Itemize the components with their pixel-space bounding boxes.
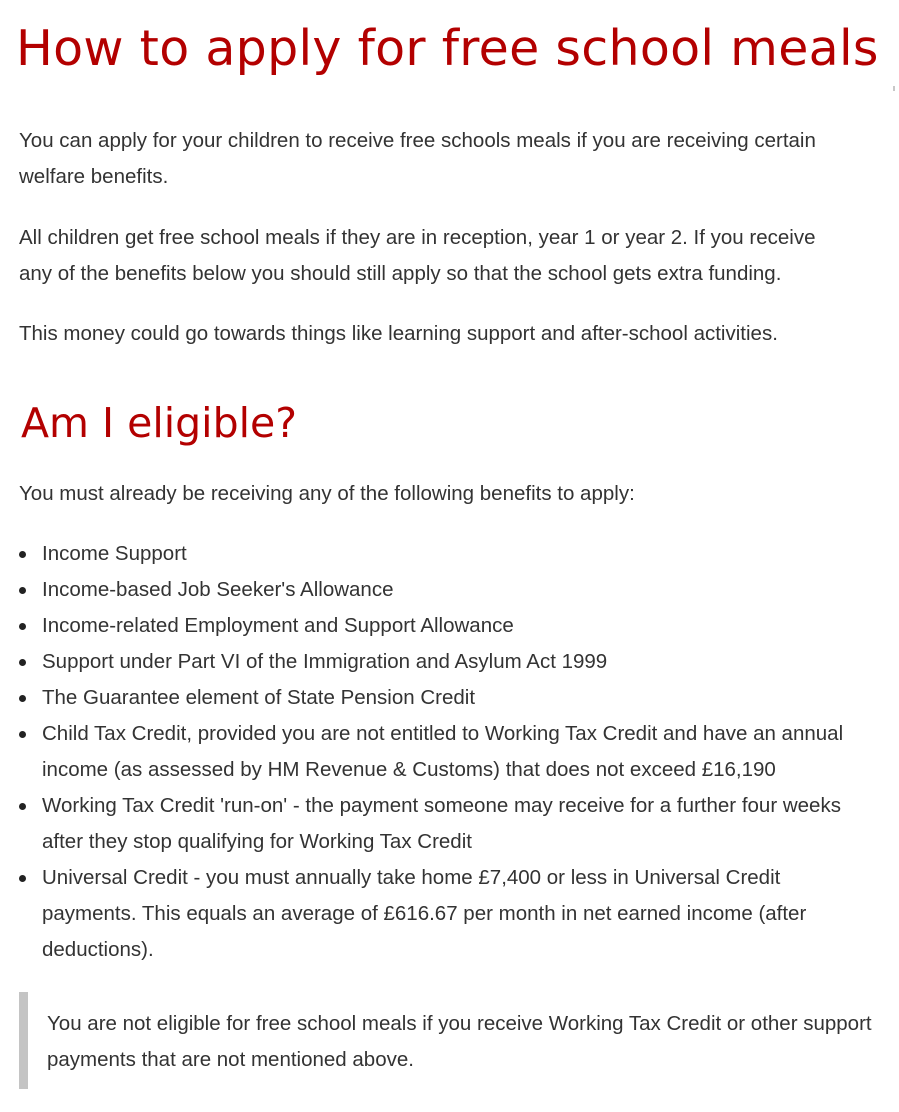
- benefit-item: [0, 608, 862, 644]
- benefit-text: Income-related Employment and Support Allowance: [42, 614, 514, 637]
- bullet-icon: [19, 551, 26, 558]
- bullet-icon: [19, 659, 26, 666]
- benefit-item: [0, 788, 862, 860]
- benefit-text: The Guarantee element of State Pension Credit: [42, 686, 476, 709]
- benefit-item: [0, 644, 862, 680]
- benefit-item: [0, 680, 862, 716]
- benefit-text: Income-based Job Seeker's Allowance: [42, 578, 394, 601]
- benefit-item: [0, 716, 887, 788]
- benefit-text: Universal Credit - you must annually take home £7,400 or less in Universal Credit payments. This equals an average of £616.67 per month in net earned income (after deductions).: [42, 866, 807, 961]
- benefit-item: [0, 536, 862, 572]
- bullet-icon: [19, 587, 26, 594]
- benefit-text: Support under Part VI of the Immigration and Asylum Act 1999: [42, 650, 608, 673]
- eligibility-note: You are not eligible for free school meals if you receive Working Tax Credit or other support payments that are not mentioned above.: [47, 1012, 872, 1071]
- benefit-text: Child Tax Credit, provided you are not entitled to Working Tax Credit and have an annual income (as assessed by HM Revenue & Customs) that does not exceed £16,190: [42, 722, 844, 781]
- bullet-icon: [19, 875, 26, 882]
- bullet-icon: [19, 803, 26, 810]
- benefits-list: [0, 536, 899, 968]
- benefit-item: [0, 572, 862, 608]
- eligibility-note-callout: [19, 992, 879, 1089]
- intro-paragraph-3: This money could go towards things like learning support and after-school activities.: [19, 322, 778, 345]
- bullet-icon: [19, 695, 26, 702]
- benefit-item: [0, 860, 862, 968]
- edge-mark: [893, 86, 895, 91]
- benefit-text: Working Tax Credit 'run-on' - the payment someone may receive for a further four weeks after they stop qualifying for Working Tax Credit: [42, 794, 841, 853]
- bullet-icon: [19, 731, 26, 738]
- intro-paragraph-1: You can apply for your children to receive free schools meals if you are receiving certain welfare benefits.: [19, 129, 816, 188]
- page-title: How to apply for free school meals: [16, 20, 879, 77]
- eligibility-lead: You must already be receiving any of the following benefits to apply:: [19, 482, 635, 505]
- benefit-text: Income Support: [42, 542, 187, 565]
- eligibility-heading: Am I eligible?: [21, 399, 297, 447]
- intro-paragraph-2: All children get free school meals if they are in reception, year 1 or year 2. If you receive any of the benefits below you should still apply so that the school gets extra funding.: [19, 226, 816, 285]
- bullet-icon: [19, 623, 26, 630]
